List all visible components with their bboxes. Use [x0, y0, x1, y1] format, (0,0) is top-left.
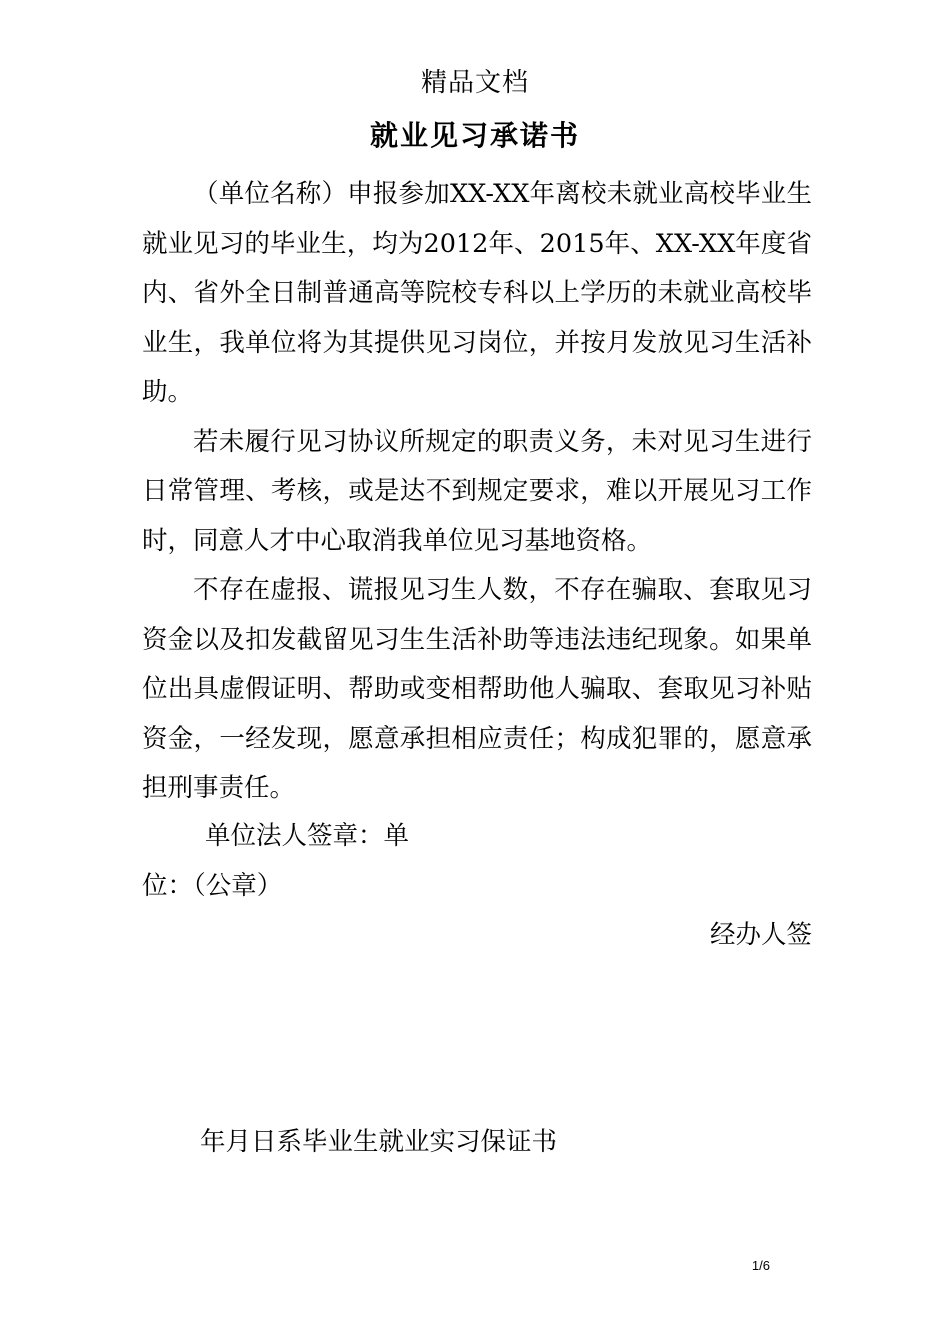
signature-line-legal-rep: 单位法人签章：单 [205, 821, 410, 851]
document-body [142, 170, 812, 814]
paragraph-3: 不存在虚报、谎报见习生人数，不存在骗取、套取见习资金以及扣发截留见习生生活补助等违法违纪现象。如果单位出具虚假证明、帮助或变相帮助他人骗取、套取见习补贴资金，一经发现，愿意承担相应责任；构成犯罪的，愿意承担刑事责任。 [142, 575, 812, 803]
signature-line-seal: 位：（公章） [142, 871, 283, 901]
paragraph-1: （单位名称）申报参加XX-XX年离校未就业高校毕业生就业见习的毕业生，均为2012年、2015年、XX-XX年度省内、省外全日制普通高等院校专科以上学历的未就业高校毕业生，我单位将为其提供见习岗位，并按月发放见习生活补助。 [142, 179, 812, 407]
paragraph-2: 若未履行见习协议所规定的职责义务，未对见习生进行日常管理、考核，或是达不到规定要求，难以开展见习工作时，同意人才中心取消我单位见习基地资格。 [142, 426, 812, 556]
page-number: 1/6 [751, 1258, 770, 1273]
document-title: 就业见习承诺书 [369, 119, 580, 152]
closing-line: 年月日系毕业生就业实习保证书 [200, 1127, 558, 1157]
document-header: 精品文档 [420, 68, 529, 98]
signature-line-handler: 经办人签 [709, 920, 812, 950]
